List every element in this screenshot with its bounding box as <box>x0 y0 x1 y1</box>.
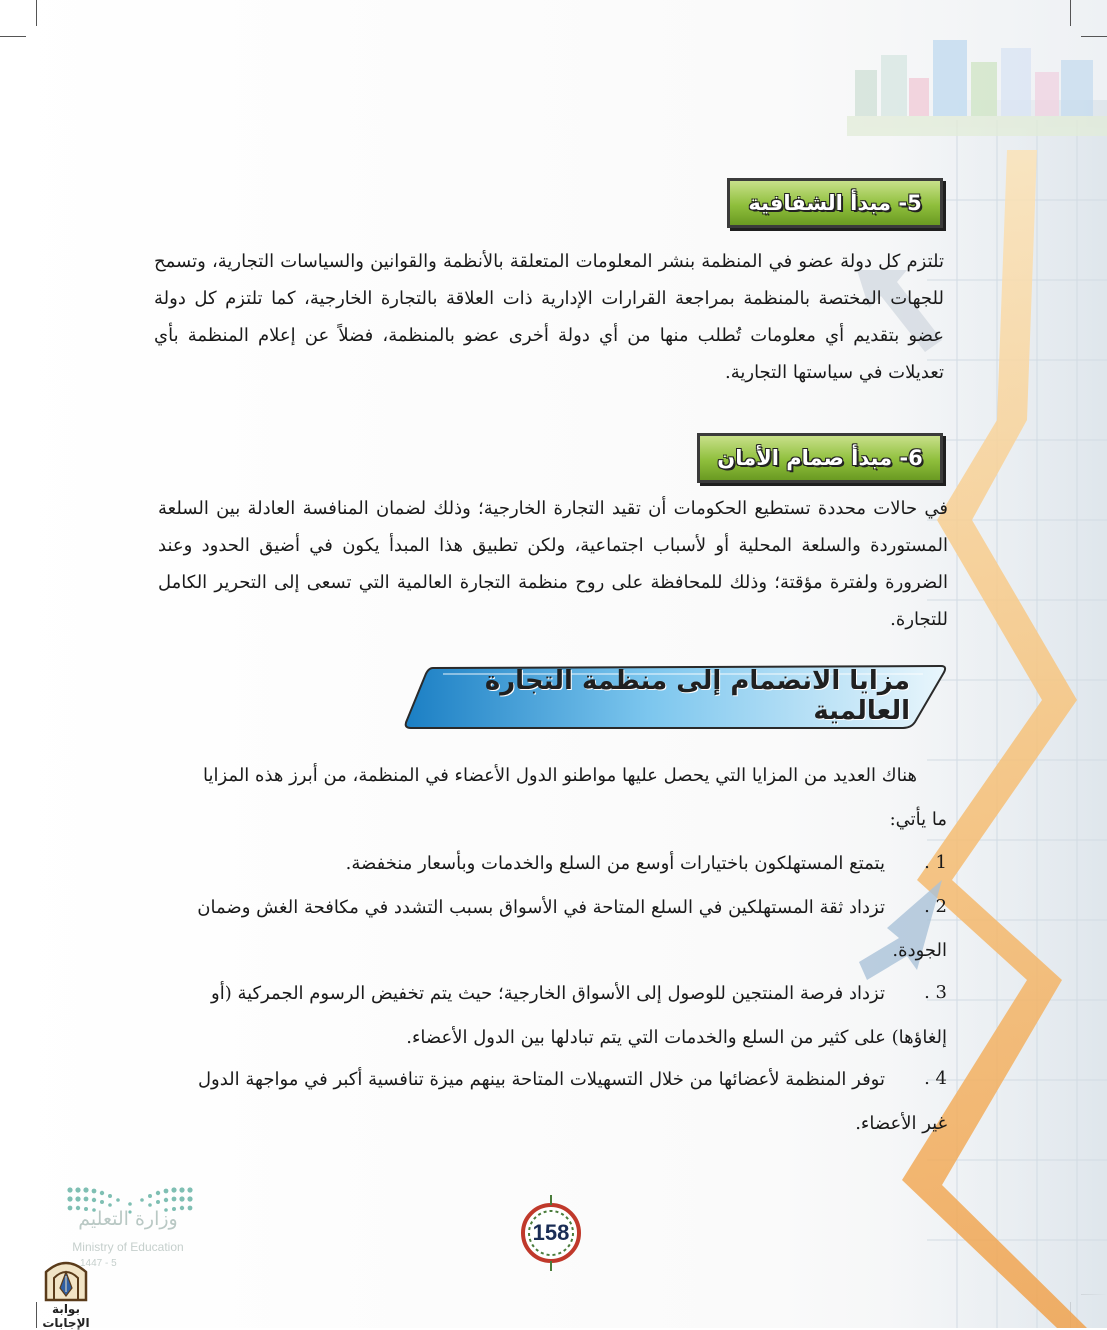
section5-heading <box>727 178 943 228</box>
page-number-badge <box>518 1193 584 1273</box>
benefit-item-2: تزداد ثقة المستهلكين في السلع المتاحة في الأسواق بسبب التشدد في مكافحة الغش وضمان <box>197 897 885 918</box>
site-label: بوابة الإجابات <box>42 1302 90 1330</box>
benefit-item-2-cont: الجودة. <box>892 940 947 961</box>
section5-heading-text: 5- مبدأ الشفافية <box>748 191 922 215</box>
benefits-intro-line2: ما يأتي: <box>889 809 947 830</box>
page-number: 158 <box>532 1220 570 1245</box>
city-skyline-icon <box>847 40 1107 136</box>
section6-paragraph: في حالات محددة تستطيع الحكومات أن تقيد التجارة الخارجية؛ وذلك لضمان المنافسة العادلة بين السلعة المستوردة والسلعة المحلية أو لأسباب اجتماعية، ولكن تطبيق هذا المبدأ يكون في أضيق الحدود وعند الضرورة ولفترة مؤقتة؛ وذلك للمحافظة على روح منظمة التجارة العالمية التي تسعى إلى التحرير الكامل للتجارة. <box>158 498 948 630</box>
benefit-item-1: يتمتع المستهلكون باختيارات أوسع من السلع والخدمات وبأسعار منخفضة. <box>345 853 885 874</box>
section6-heading <box>697 433 943 483</box>
benefit-item-3-cont: إلغاؤها) على كثير من السلع والخدمات التي يتم تبادلها بين الدول الأعضاء. <box>406 1027 947 1048</box>
ministry-name-ar: وزارة التعليم <box>78 1208 178 1230</box>
benefits-title: مزايا الانضمام إلى منظمة التجارة العالمية <box>484 666 910 726</box>
benefits-intro-line1: هناك العديد من المزايا التي يحصل عليها مواطنو الدول الأعضاء في المنظمة، من أبرز هذه المزايا <box>202 765 917 786</box>
benefit-number: 3 . <box>924 982 947 1003</box>
benefit-number: 4 . <box>924 1068 947 1089</box>
crop-mark <box>0 36 26 37</box>
crop-mark <box>36 0 37 26</box>
benefit-number: 1 . <box>924 852 947 873</box>
benefit-item-4: توفر المنظمة لأعضائها من خلال التسهيلات المتاحة بينهم ميزة تنافسية أكبر في مواجهة الدول <box>197 1069 885 1090</box>
benefit-number: 2 . <box>924 896 947 917</box>
ministry-year: 5 - 1447 <box>80 1258 117 1269</box>
benefit-item-4-cont: غير الأعضاء. <box>855 1113 947 1134</box>
ministry-name-en: Ministry of Education <box>72 1240 184 1254</box>
section5-paragraph: تلتزم كل دولة عضو في المنظمة بنشر المعلومات المتعلقة بالأنظمة والقوانين والسياسات التجارية، وتسمح للجهات المختصة بالمنظمة بمراجعة القرارات الإدارية ذات العلاقة بالتجارة الخارجية، كما تلتزم كل دولة عضو بتقديم أي معلومات تُطلب منها من أي دولة أخرى عضو بالمنظمة، فضلاً عن إعلام المنظمة بأي تعديلات في سياستها التجارية. <box>154 251 944 383</box>
section6-heading-text: 6- مبدأ صمام الأمان <box>717 446 923 470</box>
benefit-item-3: تزداد فرصة المنتجين للوصول إلى الأسواق الخارجية؛ حيث يتم تخفيض الرسوم الجمركية (أو <box>211 983 885 1004</box>
